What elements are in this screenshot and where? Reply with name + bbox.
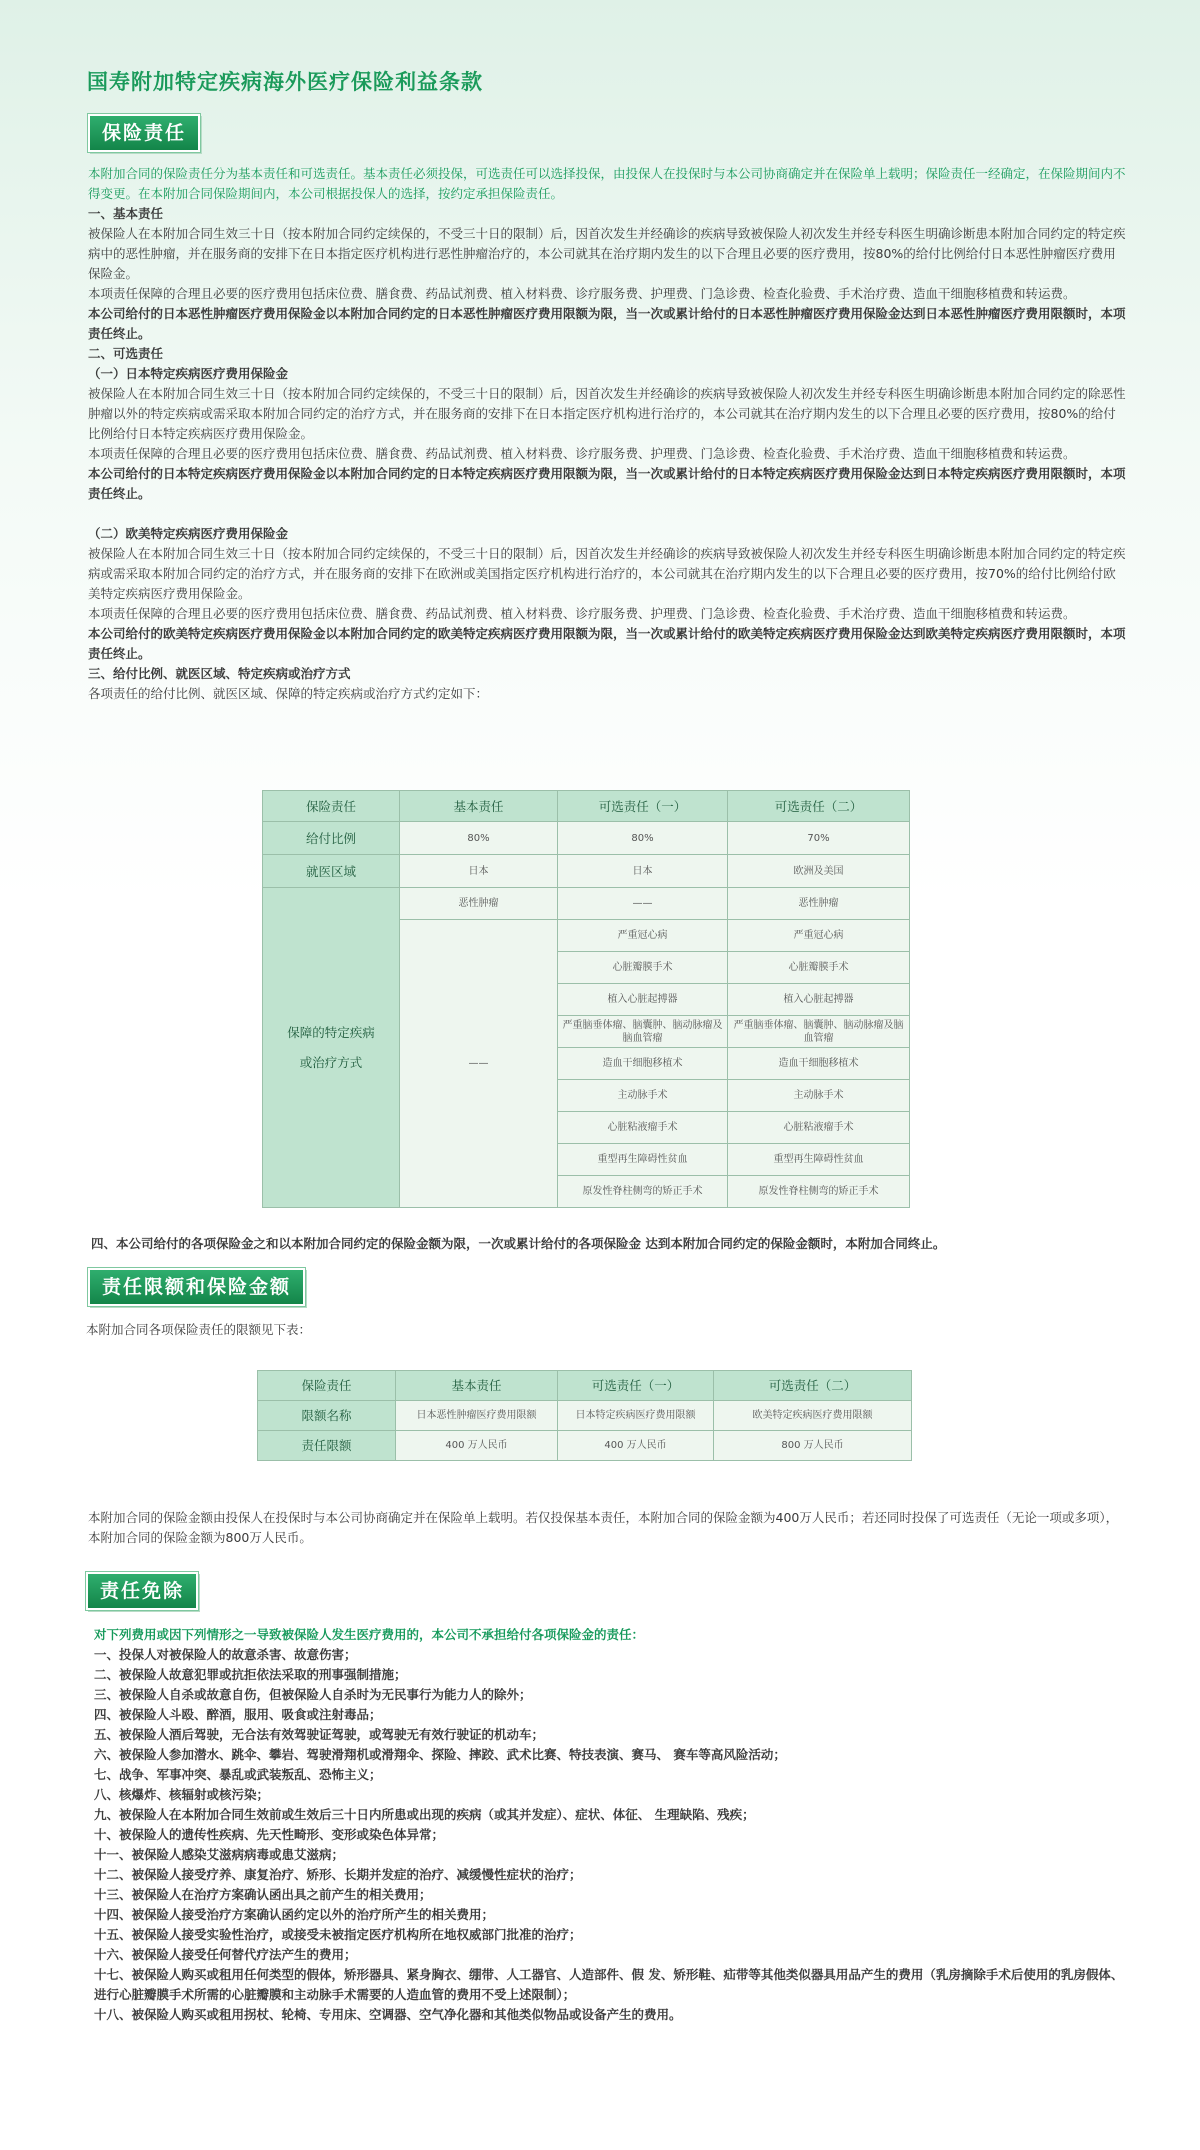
- exemption-item: 十六、被保险人接受任何替代疗法产生的费用；: [94, 1947, 357, 1962]
- disease-cell: 主动脉手术: [728, 1080, 910, 1112]
- disease-cell: 严重脑垂体瘤、脑囊肿、脑动脉瘤及脑血管瘤: [728, 1016, 910, 1048]
- section-label-exemption: 责任免除: [86, 1572, 198, 1610]
- region-cell: 欧洲及美国: [728, 855, 910, 888]
- exemption-item: 十四、被保险人接受治疗方案确认函约定以外的治疗所产生的相关费用；: [94, 1907, 495, 1922]
- disease-cell: 原发性脊柱侧弯的矫正手术: [558, 1176, 728, 1208]
- ratio-cell: 80%: [558, 822, 728, 855]
- limit-amount-cell: 800 万人民币: [714, 1431, 912, 1461]
- coverage-table: [262, 790, 910, 1208]
- disease-cell: 造血干细胞移植术: [558, 1048, 728, 1080]
- basic-rest-cell: ——: [400, 920, 558, 1208]
- limits-header-cell: 基本责任: [396, 1371, 558, 1401]
- optional-heading: 二、可选责任: [88, 346, 164, 361]
- exemption-item: 十五、被保险人接受实验性治疗，或接受未被指定医疗机构所在地权威部门批准的治疗；: [94, 1927, 582, 1942]
- limits-header-cell: 可选责任（一）: [558, 1371, 714, 1401]
- region-cell: 日本: [558, 855, 728, 888]
- limit-name-row-label: 限额名称: [258, 1401, 396, 1431]
- disease-cell: 恶性肿瘤: [728, 888, 910, 920]
- ratio-intro: 各项责任的给付比例、就医区域、保障的特定疾病或治疗方式约定如下：: [88, 686, 489, 701]
- exemption-item: 十七、被保险人购买或租用任何类型的假体，矫形器具、紧身胸衣、绷带、人工器官、人造部件、假 发、矫形鞋、疝带等其他类似器具用品产生的费用（乳房摘除手术后使用的乳房假体、进行心脏瓣膜手术所需的心脏瓣膜和主动脉手术需要的人造血管的费用不受上述限制）；: [94, 1967, 1124, 2002]
- limit-amount-row-label: 责任限额: [258, 1431, 396, 1461]
- limit-name-cell: 日本恶性肿瘤医疗费用限额: [396, 1401, 558, 1431]
- disease-cell: 植入心脏起搏器: [728, 984, 910, 1016]
- ratio-row-label: 给付比例: [263, 822, 400, 855]
- exemption-item: 十一、被保险人感染艾滋病病毒或患艾滋病；: [94, 1847, 345, 1862]
- section-label-liability: 保险责任: [88, 114, 200, 152]
- basic-paragraph-3: 本公司给付的日本恶性肿瘤医疗费用保险金以本附加合同约定的日本恶性肿瘤医疗费用限额为限，当一次或累计给付的日本恶性肿瘤医疗费用保险金达到日本恶性肿瘤医疗费用限额时，本项责任终止。: [88, 306, 1126, 341]
- exemption-item: 八、核爆炸、核辐射或核污染；: [94, 1787, 270, 1802]
- limits-intro: 本附加合同各项保险责任的限额见下表：: [86, 1322, 312, 1337]
- disease-cell: 严重脑垂体瘤、脑囊肿、脑动脉瘤及脑血管瘤: [558, 1016, 728, 1048]
- exemption-item: 九、被保险人在本附加合同生效前或生效后三十日内所患或出现的疾病（或其并发症）、症状、体征、 生理缺陷、残疾；: [94, 1807, 755, 1822]
- optional-1-paragraph-2: 本项责任保障的合理且必要的医疗费用包括床位费、膳食费、药品试剂费、植入材料费、诊疗服务费、护理费、门急诊费、检查化验费、手术治疗费、造血干细胞移植费和转运费。: [88, 446, 1076, 461]
- exemption-item: 十、被保险人的遗传性疾病、先天性畸形、变形或染色体异常；: [94, 1827, 445, 1842]
- optional-2-paragraph-1: 被保险人在本附加合同生效三十日（按本附加合同约定续保的，不受三十日的限制）后，因首次发生并经确诊的疾病导致被保险人初次发生并经专科医生明确诊断患本附加合同约定的特定疾病或需采取本附加合同约定的治疗方式，并在服务商的安排下在欧洲或美国指定医疗机构进行治疗的，本公司就其在治疗期内发生的以下合理且必要的医疗费用，按70%的给付比例给付欧美特定疾病医疗费用保险金。: [88, 546, 1126, 601]
- disease-cell: 心脏粘液瘤手术: [728, 1112, 910, 1144]
- disease-cell: 严重冠心病: [558, 920, 728, 952]
- limit-name-cell: 日本特定疾病医疗费用限额: [558, 1401, 714, 1431]
- coverage-header-cell: 基本责任: [400, 791, 558, 822]
- coverage-header-cell: 保险责任: [263, 791, 400, 822]
- exemption-item: 五、被保险人酒后驾驶，无合法有效驾驶证驾驶，或驾驶无有效行驶证的机动车；: [94, 1727, 545, 1742]
- disease-cell: 原发性脊柱侧弯的矫正手术: [728, 1176, 910, 1208]
- limits-header-cell: 可选责任（二）: [714, 1371, 912, 1401]
- limits-table: [257, 1370, 912, 1461]
- exemption-item: 七、战争、军事冲突、暴乱或武装叛乱、恐怖主义；: [94, 1767, 382, 1782]
- exemption-item: 十二、被保险人接受疗养、康复治疗、矫形、长期并发症的治疗、减缓慢性症状的治疗；: [94, 1867, 582, 1882]
- sum-insured-text: 本附加合同的保险金额由投保人在投保时与本公司协商确定并在保险单上载明。若仅投保基本责任，本附加合同的保险金额为400万人民币；若还同时投保了可选责任（无论一项或多项），本附加合同的保险金额为800万人民币。: [88, 1510, 1119, 1545]
- optional-2-paragraph-3: 本公司给付的欧美特定疾病医疗费用保险金以本附加合同约定的欧美特定疾病医疗费用限额为限，当一次或累计给付的欧美特定疾病医疗费用保险金达到欧美特定疾病医疗费用限额时，本项责任终止。: [88, 626, 1126, 661]
- disease-cell: ——: [558, 888, 728, 920]
- coverage-header-cell: 可选责任（一）: [558, 791, 728, 822]
- ratio-cell: 70%: [728, 822, 910, 855]
- exemption-item: 二、被保险人故意犯罪或抗拒依法采取的刑事强制措施；: [94, 1667, 407, 1682]
- exemption-item: 十八、被保险人购买或租用拐杖、轮椅、专用床、空调器、空气净化器和其他类似物品或设备产生的费用。: [94, 2007, 682, 2022]
- disease-label-line-1: 保障的特定疾病: [287, 1024, 375, 1040]
- section-label-limits: 责任限额和保险金额: [88, 1268, 305, 1306]
- disease-cell: 重型再生障碍性贫血: [558, 1144, 728, 1176]
- ratio-cell: 80%: [400, 822, 558, 855]
- disease-cell: 主动脉手术: [558, 1080, 728, 1112]
- exemption-intro: 对下列费用或因下列情形之一导致被保险人发生医疗费用的，本公司不承担给付各项保险金的责任：: [94, 1627, 645, 1642]
- basic-heading: 一、基本责任: [88, 206, 164, 221]
- basic-paragraph-2: 本项责任保障的合理且必要的医疗费用包括床位费、膳食费、药品试剂费、植入材料费、诊疗服务费、护理费、门急诊费、检查化验费、手术治疗费、造血干细胞移植费和转运费。: [88, 286, 1076, 301]
- liability-text: [88, 164, 1128, 704]
- exemption-item: 十三、被保险人在治疗方案确认函出具之前产生的相关费用；: [94, 1887, 432, 1902]
- limit-name-cell: 欧美特定疾病医疗费用限额: [714, 1401, 912, 1431]
- optional-2-paragraph-2: 本项责任保障的合理且必要的医疗费用包括床位费、膳食费、药品试剂费、植入材料费、诊疗服务费、护理费、门急诊费、检查化验费、手术治疗费、造血干细胞移植费和转运费。: [88, 606, 1076, 621]
- disease-label-line-2: 或治疗方式: [299, 1054, 363, 1070]
- disease-cell: 心脏瓣膜手术: [728, 952, 910, 984]
- optional-1-paragraph-1: 被保险人在本附加合同生效三十日（按本附加合同约定续保的，不受三十日的限制）后，因首次发生并经确诊的疾病导致被保险人初次发生并经专科医生明确诊断患本附加合同约定的除恶性肿瘤以外的特定疾病或需采取本附加合同约定的治疗方式，并在服务商的安排下在日本指定医疗机构进行治疗的，本公司就其在治疗期内发生的以下合理且必要的医疗费用，按80%的给付比例给付日本特定疾病医疗费用保险金。: [88, 386, 1126, 441]
- disease-cell: 造血干细胞移植术: [728, 1048, 910, 1080]
- basic-paragraph-1: 被保险人在本附加合同生效三十日（按本附加合同约定续保的，不受三十日的限制）后，因首次发生并经确诊的疾病导致被保险人初次发生并经专科医生明确诊断患本附加合同约定的特定疾病中的恶性肿瘤，并在服务商的安排下在日本指定医疗机构进行恶性肿瘤治疗的，本公司就其在治疗期内发生的以下合理且必要的医疗费用，按80%的给付比例给付日本恶性肿瘤医疗费用保险金。: [88, 226, 1126, 281]
- liability-intro: 本附加合同的保险责任分为基本责任和可选责任。基本责任必须投保，可选责任可以选择投保，由投保人在投保时与本公司协商确定并在保险单上载明；保险责任一经确定，在保险期间内不得变更。在本附加合同保险期间内，本公司根据投保人的选择，按约定承担保险责任。: [88, 166, 1126, 201]
- optional-1-heading: （一）日本特定疾病医疗费用保险金: [88, 366, 289, 381]
- region-row-label: 就医区域: [263, 855, 400, 888]
- basic-disease-cell: 恶性肿瘤: [400, 888, 558, 920]
- exemption-item: 一、投保人对被保险人的故意杀害、故意伤害；: [94, 1647, 357, 1662]
- exemption-list: [94, 1625, 1134, 2025]
- disease-cell: 重型再生障碍性贫血: [728, 1144, 910, 1176]
- disease-cell: 心脏瓣膜手术: [558, 952, 728, 984]
- exemption-item: 三、被保险人自杀或故意自伤，但被保险人自杀时为无民事行为能力人的除外；: [94, 1687, 532, 1702]
- limits-header-cell: 保险责任: [258, 1371, 396, 1401]
- exemption-item: 六、被保险人参加潜水、跳伞、攀岩、驾驶滑翔机或滑翔伞、探险、摔跤、武术比赛、特技表演、赛马、 赛车等高风险活动；: [94, 1747, 786, 1762]
- disease-cell: 严重冠心病: [728, 920, 910, 952]
- ratio-heading: 三、给付比例、就医区域、特定疾病或治疗方式: [88, 666, 351, 681]
- optional-2-heading: （二）欧美特定疾病医疗费用保险金: [88, 526, 289, 541]
- coverage-header-cell: 可选责任（二）: [728, 791, 910, 822]
- region-cell: 日本: [400, 855, 558, 888]
- limit-amount-cell: 400 万人民币: [558, 1431, 714, 1461]
- disease-cell: 植入心脏起搏器: [558, 984, 728, 1016]
- document-title: 国寿附加特定疾病海外医疗保险利益条款: [87, 70, 483, 94]
- exemption-item: 四、被保险人斗殴、醉酒，服用、吸食或注射毒品；: [94, 1707, 382, 1722]
- disease-row-label: [263, 888, 400, 1208]
- optional-1-paragraph-3: 本公司给付的日本特定疾病医疗费用保险金以本附加合同约定的日本特定疾病医疗费用限额为限，当一次或累计给付的日本特定疾病医疗费用保险金达到日本特定疾病医疗费用限额时，本项责任终止。: [88, 466, 1126, 501]
- clause-4: 四、本公司给付的各项保险金之和以本附加合同约定的保险金额为限，一次或累计给付的各项保险金 达到本附加合同约定的保险金额时，本附加合同终止。: [91, 1236, 946, 1251]
- disease-cell: 心脏粘液瘤手术: [558, 1112, 728, 1144]
- limit-amount-cell: 400 万人民币: [396, 1431, 558, 1461]
